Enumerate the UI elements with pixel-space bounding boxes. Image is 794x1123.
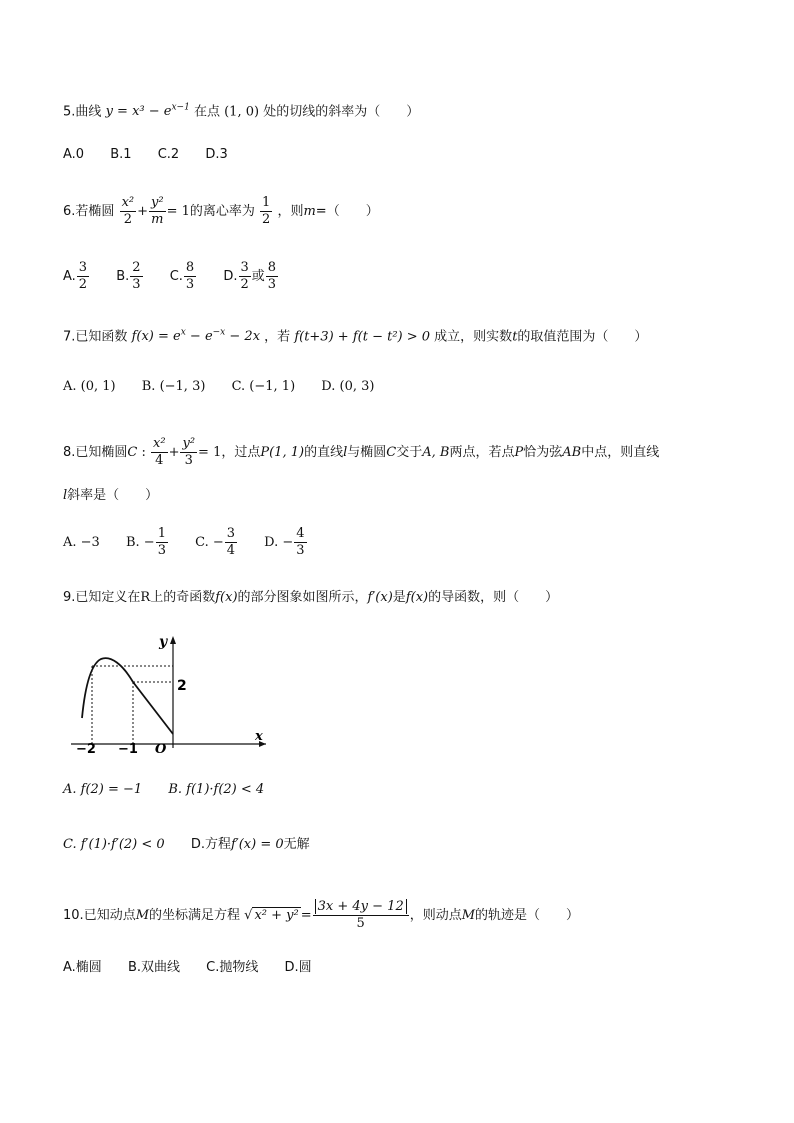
origin-label: O [155, 742, 167, 754]
q7-condition: f(t+3) + f(t − t²) > 0 [294, 329, 431, 345]
q9-function-graph [63, 632, 275, 754]
q5-option-a: A.0 [63, 147, 85, 162]
q9-option-d: D.方程f′(x) = 0无解 [190, 837, 310, 852]
q7-options [63, 377, 396, 397]
function-curve [82, 658, 173, 734]
q5-options [63, 145, 250, 165]
q7-stem: 7.已知函数 $f(x) = e^x - e^{-x} - 2x$ ，若 f(t+3) + f(t − t²) > 0 成立，则实数t的取值范围为（ ） [63, 328, 648, 345]
q9-option-a: A. f(2) = −1 [63, 782, 143, 797]
q10-equation: √ x² + y² [244, 908, 299, 923]
q6-option-a: A. $\frac{3}{2}$ [63, 260, 88, 292]
q7-option-b: B. (−1, 3) [141, 379, 206, 394]
q5-equation: $y = x^3 - e^{x-1}$ [105, 103, 190, 120]
q8-fraction-y: $\frac{\text{y²}}{3}$ [182, 436, 196, 468]
q10-option-a: A.椭圆 [63, 960, 102, 975]
q10-option-c: C.抛物线 [206, 960, 259, 975]
q8-option-d: D. − $\frac{4}{3}$ [264, 526, 305, 558]
q6-fraction-y: $\frac{\text{y²}}{m}$ [151, 195, 164, 227]
q8-fraction-x: $\frac{\text{x²}}{4}$ [153, 436, 166, 468]
q6-fraction-half: $\frac{1}{2}$ [262, 195, 271, 227]
x-label: x [255, 729, 263, 744]
q10-option-d: D.圆 [284, 960, 312, 975]
q10-stem: 10.已知动点M的坐标满足方程 √ x² + y² = $\frac{3x + 4y - 12}{5}$ ，则动点M的轨迹是（ ） [63, 899, 580, 931]
q8-option-c: C. − $\frac{3}{4}$ [195, 526, 236, 558]
tick-neg1: −1 [118, 742, 138, 754]
q5-stem: 5.曲线 $y = x^3 - e^{x-1}$ 在点 (1, 0) 处的切线的斜率为（ ） [63, 103, 420, 120]
q9-options-row1 [63, 780, 286, 800]
q10-fraction: $\frac{3x + 4y - 12}{5}$ [313, 899, 409, 932]
q6-option-b: B. $\frac{2}{3}$ [116, 260, 141, 292]
q7-option-c: C. (−1, 1) [231, 379, 296, 394]
q5-option-d: D.3 [205, 147, 228, 162]
q8-option-b: B. − $\frac{1}{3}$ [125, 526, 166, 558]
q6-option-d: D. $\frac{3}{2}$ 或 $\frac{8}{3}$ [223, 260, 277, 292]
tick-neg2: −2 [76, 742, 96, 754]
q6-option-c: C. $\frac{8}{3}$ [169, 260, 195, 292]
q7-option-a: A. (0, 1) [63, 379, 116, 394]
q10-option-b: B.双曲线 [127, 960, 181, 975]
q9-stem: 9.已知定义在R上的奇函数f(x)的部分图象如图所示，f′(x)是f(x)的导函数，则（ ） [63, 590, 559, 605]
q8-stem: 8.已知椭圆C : $\frac{\text{x²}}{4}$ + $\frac{\text{y²}}{3}$ = 1，过点P(1, 1)的直线l与椭圆C交于A, B两点，若点P恰为弦AB中点，则直线 [63, 436, 660, 468]
q6-options [63, 260, 301, 293]
q5-option-b: B.1 [110, 147, 132, 162]
q9-option-c: C. f′(1)·f′(2) < 0 [63, 837, 165, 852]
q8-option-a: A. −3 [63, 535, 100, 550]
q9-option-b: B. f(1)·f(2) < 4 [168, 782, 265, 797]
q9-options-row2 [63, 835, 332, 855]
q6-fraction-x: $\frac{\text{x²}}{2}$ [121, 195, 135, 227]
q7-option-d: D. (0, 3) [321, 379, 375, 394]
q6-stem: 6.若椭圆 $\frac{\text{x²}}{2}$ + $\frac{\text{y²}}{m}$ = 1的离心率为 $\frac{1}{2}$ ，则m=（ ） [63, 195, 379, 227]
q5-option-c: C.2 [157, 147, 180, 162]
q10-options [63, 958, 334, 978]
tick-2: 2 [177, 678, 187, 694]
y-axis-arrow [170, 636, 176, 644]
q7-function: $f(x) = e^x - e^{-x} - 2x$ [131, 328, 261, 345]
q8-stem-line2: l斜率是（ ） [63, 488, 159, 503]
y-label: y [159, 634, 168, 650]
q8-options [63, 526, 330, 559]
